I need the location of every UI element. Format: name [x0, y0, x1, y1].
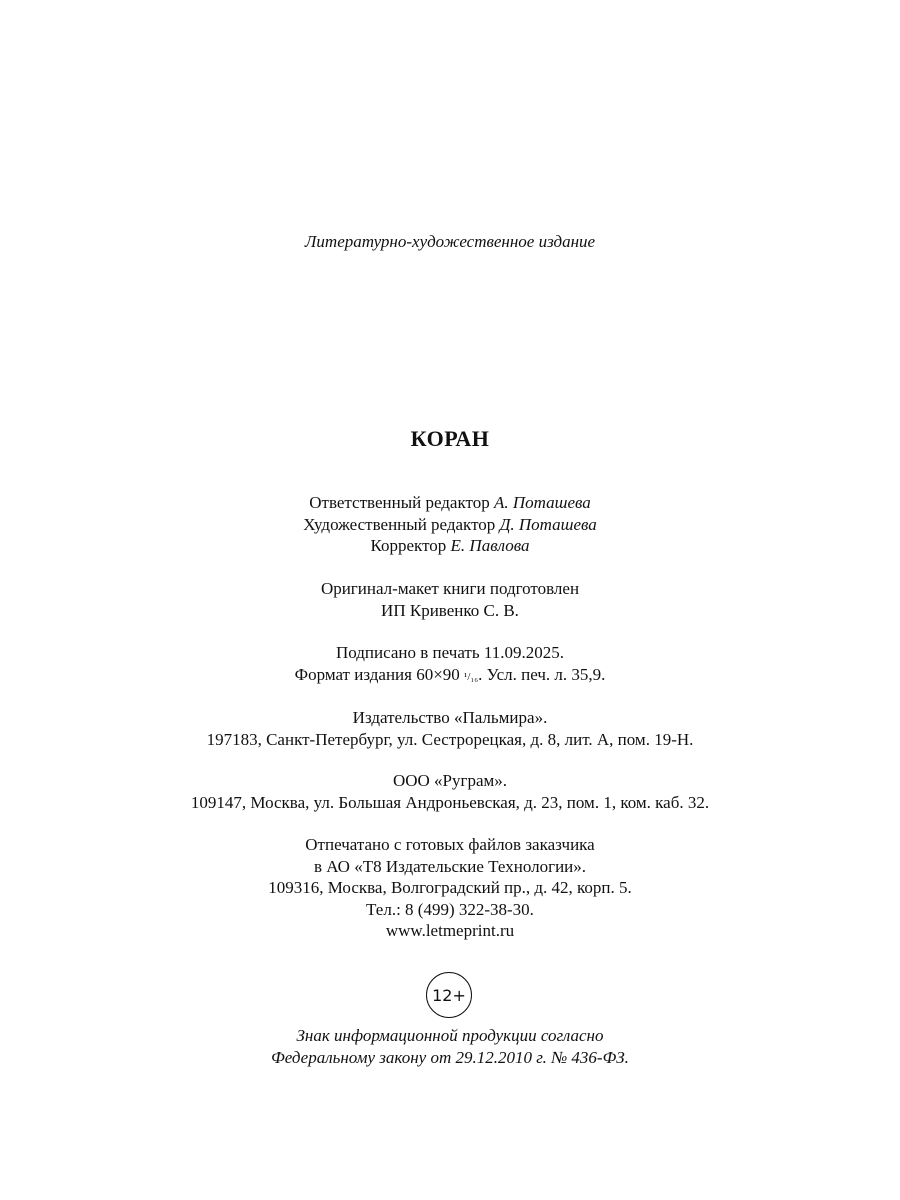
age-rating-badge: 12+ — [426, 972, 472, 1018]
format-suffix: . Усл. печ. л. 35,9. — [478, 664, 606, 684]
printer-line-2: в АО «Т8 Издательские Технологии». — [313, 856, 587, 876]
format-prefix: Формат издания 60×90 — [294, 664, 460, 684]
distributor-block — [0, 770, 900, 813]
printer-line-1: Отпечатано с готовых файлов заказчика — [305, 835, 595, 854]
responsible-editor-name: А. Поташева — [493, 493, 591, 512]
printer-phone: Тел.: 8 (499) 322-38-30. — [366, 899, 534, 919]
publisher-name: Издательство «Пальмира». — [352, 708, 548, 727]
art-editor-name: Д. Поташева — [499, 514, 597, 534]
art-editor-role: Художественный редактор — [303, 514, 496, 534]
publisher-address: 197183, Санкт-Петербург, ул. Сестрорецкая, д. 8, лит. А, пом. 19-Н. — [206, 729, 694, 749]
proofreader-name: Е. Павлова — [450, 536, 530, 555]
credits-block — [0, 492, 900, 557]
book-title: КОРАН — [410, 426, 490, 451]
printer-website: www.letmeprint.ru — [385, 921, 515, 940]
format-fraction: ¹/₁₆ — [464, 670, 479, 683]
publisher-block — [0, 707, 900, 750]
layout-block — [0, 578, 900, 621]
format-line — [0, 664, 900, 689]
distributor-name: ООО «Руграм». — [392, 771, 508, 790]
signed-for-print-line: Подписано в печать 11.09.2025. — [336, 643, 564, 662]
layout-line-2: ИП Кривенко С. В. — [381, 600, 519, 620]
law-note-line-2: Федеральному закону от 29.12.2010 г. № 436-ФЗ. — [271, 1048, 629, 1067]
responsible-editor-role: Ответственный редактор — [309, 493, 490, 512]
proofreader-role: Корректор — [370, 536, 447, 555]
print-info-block — [0, 642, 900, 688]
edition-type: Литературно-художественное издание — [304, 232, 596, 251]
law-note-line-1: Знак информационной продукции согласно — [296, 1026, 604, 1045]
art-editor-line — [0, 514, 900, 536]
responsible-editor-line — [0, 492, 900, 514]
distributor-address: 109147, Москва, ул. Большая Андроньевская, д. 23, пом. 1, ком. каб. 32. — [190, 792, 710, 812]
printer-address: 109316, Москва, Волгоградский пр., д. 42, корп. 5. — [268, 878, 632, 897]
layout-line-1: Оригинал-макет книги подготовлен — [320, 579, 580, 598]
proofreader-line — [0, 535, 900, 557]
law-note — [0, 1025, 900, 1069]
printer-block — [0, 834, 900, 942]
